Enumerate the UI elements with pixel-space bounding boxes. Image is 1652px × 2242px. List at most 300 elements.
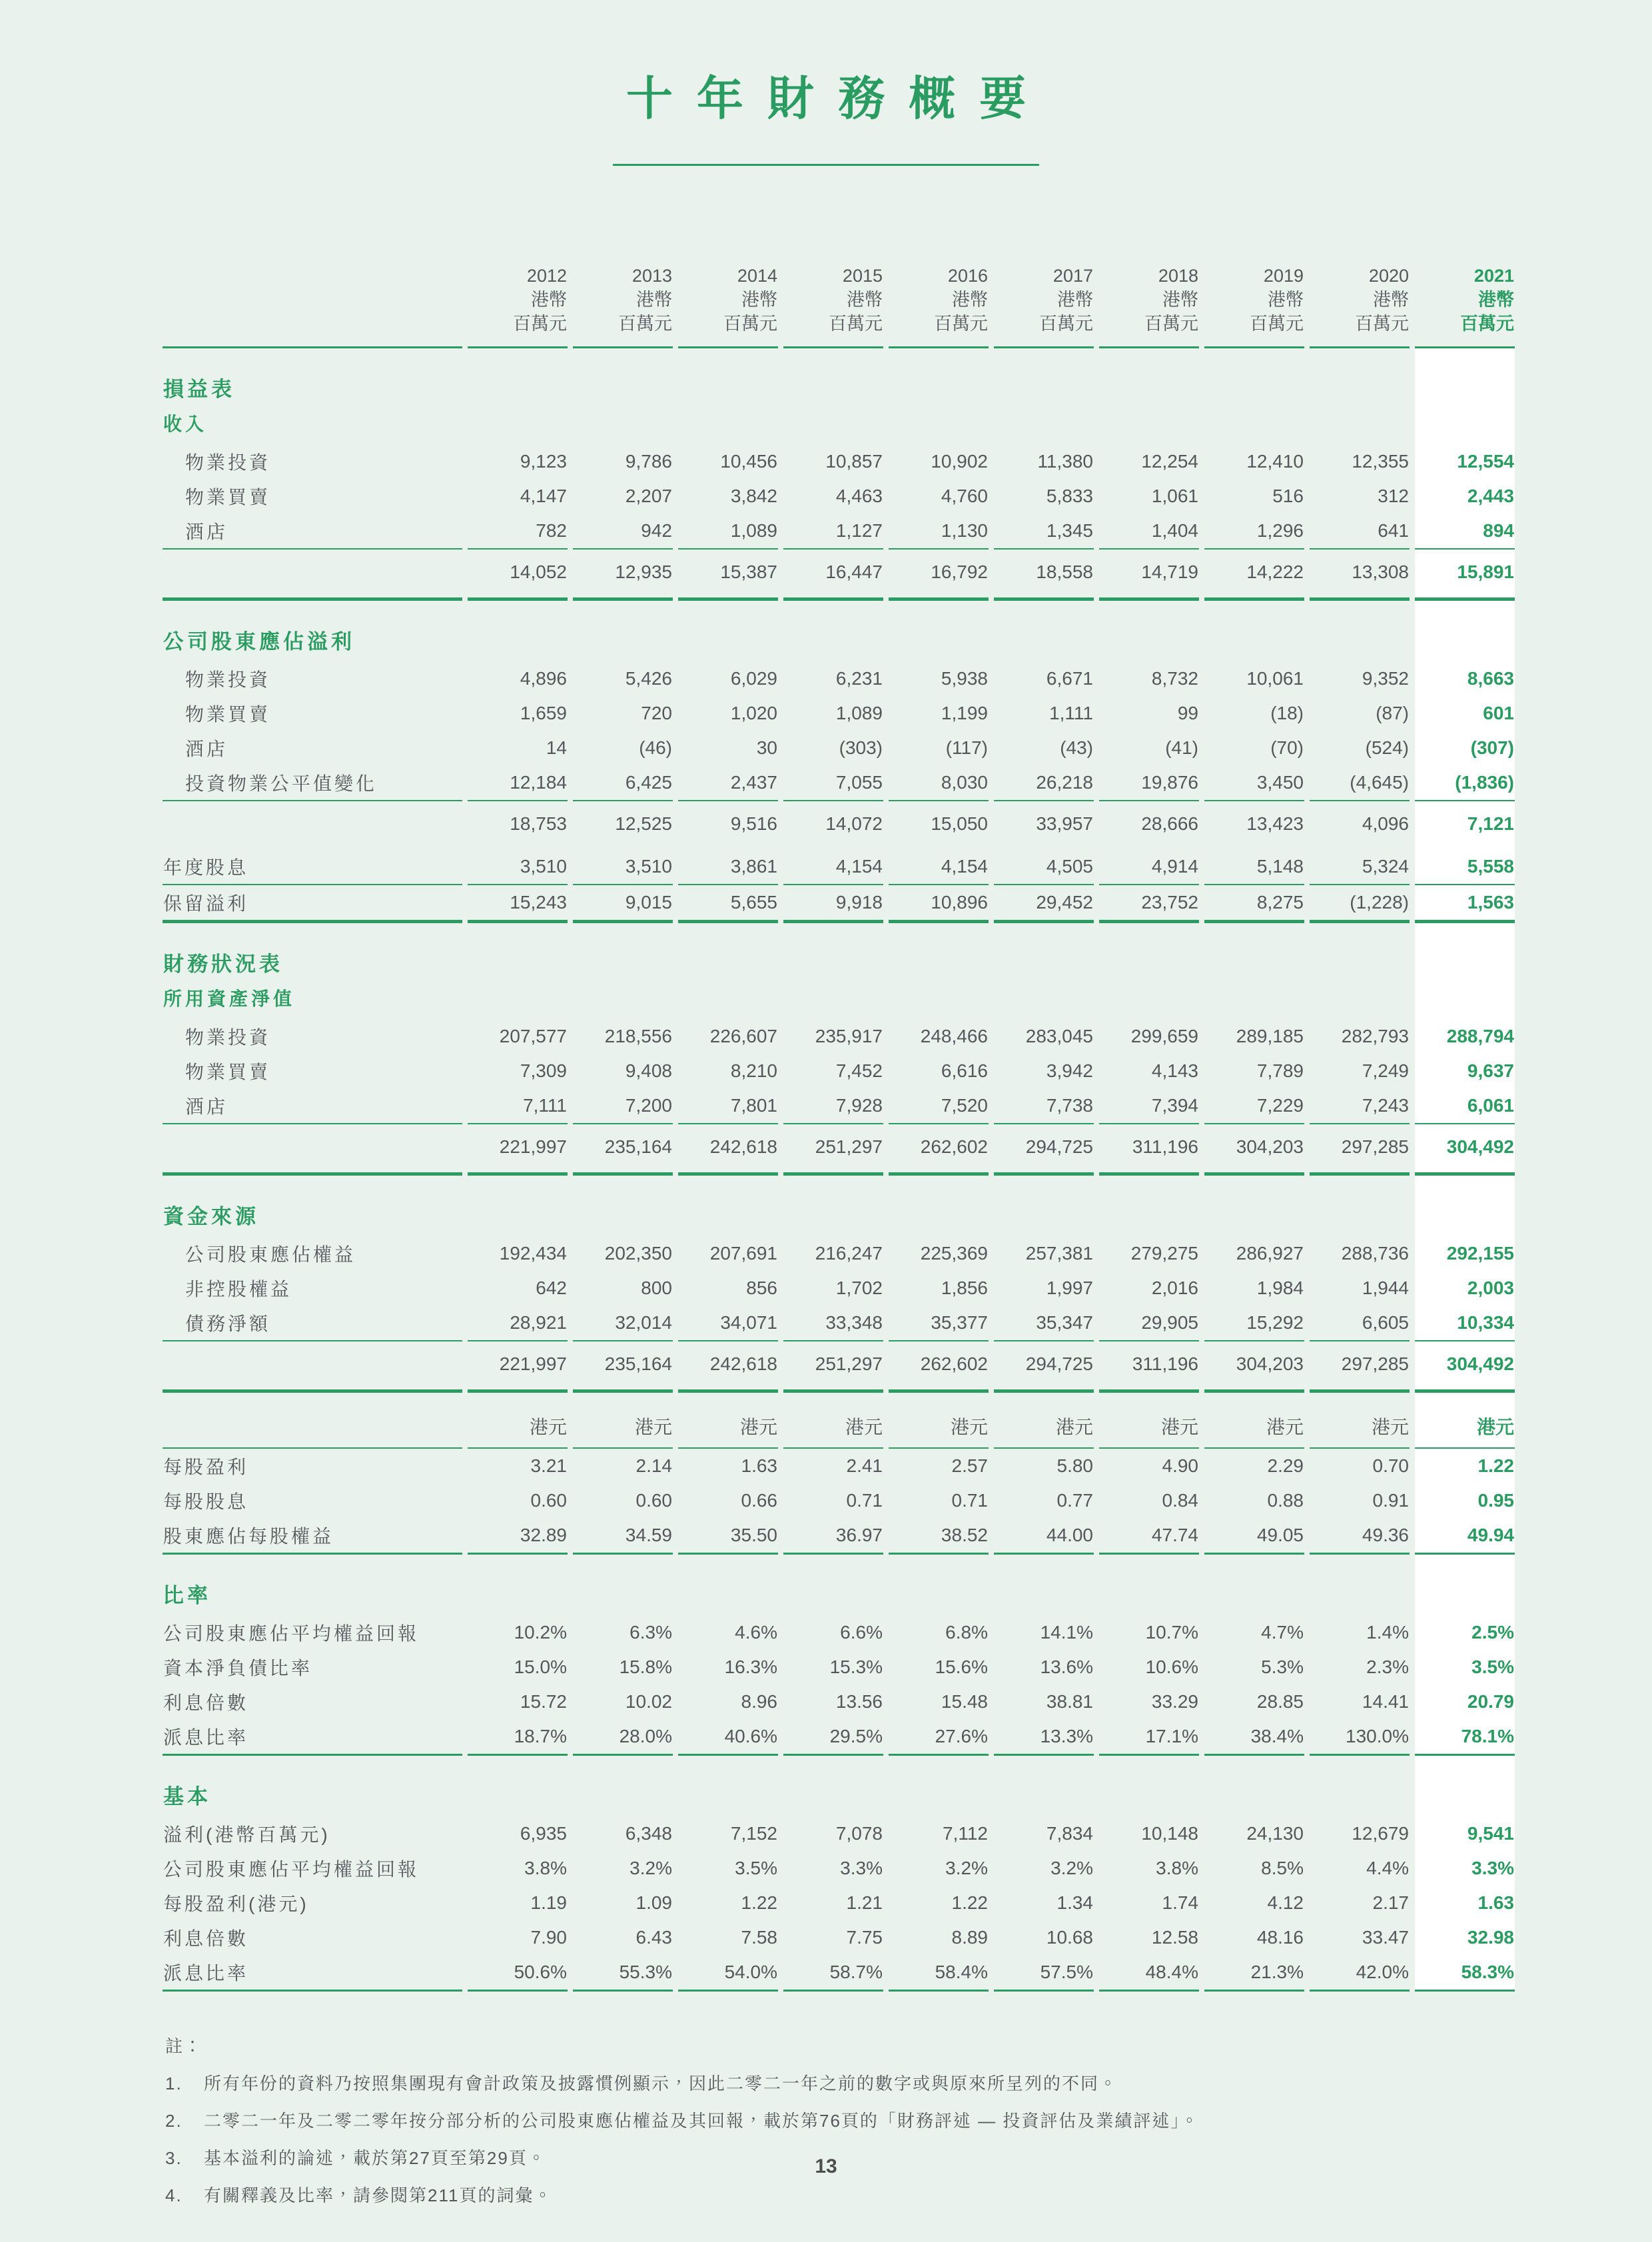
value-cell: 1.63 [741,1455,777,1476]
value-cell: 38.4% [1204,1719,1304,1756]
value-cell: 33.29 [1151,1691,1198,1712]
year-label: 2020 [1368,266,1409,286]
year-label: 2016 [947,266,988,286]
value-cell: 4,914 [1099,849,1199,885]
row-label: 物業買賣 [185,487,271,508]
table-row [163,984,1515,1019]
table-row [163,409,1515,444]
value-cell: 207,691 [709,1243,777,1264]
value-cell: 218,556 [604,1026,672,1046]
table-row [163,1615,1515,1650]
value-cell: 4.12 [1267,1892,1304,1913]
value-cell: 7.58 [741,1927,777,1948]
value-cell: 800 [641,1278,672,1298]
note-number: 2. [165,2111,183,2131]
table-row [163,1886,1515,1920]
note-number: 1. [165,2073,183,2093]
year-label: 2015 [842,266,883,286]
currency-label: 港幣 [1478,290,1514,310]
table-row [163,1518,1515,1555]
row-label: 公司股東應佔權益 [185,1244,356,1265]
value-cell: 5,655 [678,885,778,923]
value-cell: 6,605 [1310,1306,1410,1341]
table-row [163,1816,1515,1851]
row-label: 酒店 [163,514,462,550]
value-cell: 7,309 [520,1060,567,1081]
value-cell: 14,072 [825,813,883,834]
value-cell: 34.59 [573,1518,673,1555]
unit-label: 百萬元 [513,314,567,334]
year-label: 2013 [631,266,672,286]
table-row [163,1393,1515,1449]
value-cell: 9,516 [730,813,777,834]
value-cell: 12,935 [573,550,673,601]
value-cell: 3.3% [840,1858,883,1878]
value-cell: 1.74 [1162,1892,1198,1913]
value-cell: 32.89 [468,1518,568,1555]
value-cell-2021: 0.95 [1415,1483,1515,1518]
value-cell: 1.4% [1366,1622,1409,1643]
value-cell: 1,127 [783,514,883,550]
value-cell: 5,426 [625,668,672,689]
value-cell: 16,447 [783,550,883,601]
value-cell: 8,030 [889,765,989,801]
table-row [163,444,1515,479]
value-cell-2021: 15,891 [1415,550,1515,601]
value-cell: 7,112 [943,1823,988,1844]
value-cell: 9,408 [625,1060,672,1081]
value-cell: 3,861 [678,849,778,885]
note-text: 二零二一年及二零二零年按分部分析的公司股東應佔權益及其回報，載於第76頁的「財務評述 — 投資評估及業績評述」。 [204,2111,1200,2131]
value-cell-2021: 9,637 [1415,1054,1515,1088]
section-heading: 比率 [163,1584,211,1607]
value-cell-2021: 58.3% [1415,1955,1515,1992]
value-cell: 12,184 [468,765,568,801]
value-cell: (18) [1270,703,1304,723]
year-label: 2019 [1263,266,1304,286]
value-cell: 12,679 [1352,1823,1409,1844]
value-cell: 2.14 [635,1455,672,1476]
value-cell: 235,917 [815,1026,883,1046]
value-cell: 720 [641,703,672,723]
value-cell: 226,607 [709,1026,777,1046]
table-row [163,1851,1515,1886]
value-cell: 33.47 [1362,1927,1409,1948]
value-cell: 2.29 [1267,1455,1304,1476]
value-cell: 16.3% [724,1657,777,1677]
value-cell: 1,296 [1204,514,1304,550]
header-spacer [163,263,462,348]
value-cell: 6,671 [1046,668,1093,689]
value-cell: 6,935 [520,1823,567,1844]
notes-label: 註： [165,2036,203,2056]
value-cell: 242,618 [678,1341,778,1393]
value-cell: 279,275 [1130,1243,1198,1264]
value-cell: 15.3% [829,1657,883,1677]
value-cell: 58.4% [889,1955,989,1992]
table-row [163,1236,1515,1271]
value-cell: 13,423 [1246,813,1304,834]
table-row [163,1306,1515,1341]
value-cell: 4,143 [1151,1060,1198,1081]
value-cell-2021: 2.5% [1415,1615,1515,1650]
row-label: 公司股東應佔平均權益回報 [163,1859,420,1880]
value-cell: 48.4% [1099,1955,1199,1992]
value-cell: 6.3% [629,1622,672,1643]
row-label: 物業買賣 [185,1062,271,1082]
currency-label: 港幣 [531,290,567,310]
note-text: 基本溢利的論述，載於第27頁至第29頁。 [204,2148,546,2168]
year-label: 2018 [1158,266,1198,286]
table-row [163,479,1515,514]
value-cell: 12,410 [1246,451,1304,472]
value-cell: 257,381 [1025,1243,1093,1264]
value-cell: (41) [1165,737,1198,758]
value-cell: 288,736 [1341,1243,1409,1264]
value-cell: 4.4% [1366,1858,1409,1878]
value-cell-2021: 8,663 [1415,661,1515,696]
value-cell: 15,292 [1204,1306,1304,1341]
value-cell: 29,905 [1099,1306,1199,1341]
value-cell: 1.34 [1056,1892,1093,1913]
value-cell: 15,387 [678,550,778,601]
value-cell: 29,452 [994,885,1094,923]
value-cell: 7,520 [889,1088,989,1124]
value-cell: (70) [1270,737,1304,758]
value-cell: 35,347 [994,1306,1094,1341]
value-cell: 3.2% [945,1858,988,1878]
value-cell: 7,801 [678,1088,778,1124]
year-column-header [468,263,568,348]
value-cell: 10.02 [625,1691,672,1712]
sub-heading: 收入 [163,414,208,434]
highlight-band-cell [1415,984,1515,1019]
currency-label: 港幣 [741,290,777,310]
value-cell: 642 [536,1278,567,1298]
value-cell: 192,434 [499,1243,567,1264]
value-cell: 2,437 [678,765,778,801]
value-cell: 0.71 [846,1490,883,1511]
value-cell: 99 [1177,703,1198,723]
unit-label: 百萬元 [723,314,777,334]
value-cell: 7.75 [846,1927,883,1948]
value-cell: 516 [1272,486,1304,506]
note-text: 有關釋義及比率，請參閱第211頁的詞彙。 [204,2185,553,2205]
highlight-band-cell [1415,1756,1515,1816]
value-cell: 10,857 [825,451,883,472]
value-cell: 8.96 [741,1691,777,1712]
value-cell: 2.17 [1372,1892,1409,1913]
value-cell: 235,164 [573,1124,673,1176]
year-column-header [1415,263,1515,348]
table-row [163,348,1515,409]
value-cell: 5,324 [1310,849,1410,885]
value-cell: 7,738 [994,1088,1094,1124]
value-cell: 7,789 [1256,1060,1304,1081]
value-cell: 10,456 [720,451,777,472]
value-cell: 12,254 [1141,451,1198,472]
value-cell: 2.57 [951,1455,988,1476]
row-label: 物業投資 [185,669,271,690]
value-cell: 9,015 [573,885,673,923]
value-cell: 1,130 [889,514,989,550]
value-cell: 13,308 [1310,550,1410,601]
value-cell: 289,185 [1236,1026,1304,1046]
value-cell-2021: (307) [1415,731,1515,765]
value-cell: 4.6% [735,1622,777,1643]
value-cell: 54.0% [678,1955,778,1992]
hkd-unit-cell: 港元 [468,1393,568,1449]
value-cell: 15.8% [619,1657,672,1677]
year-column-header [783,263,883,348]
year-column-header [1204,263,1304,348]
value-cell: 942 [573,514,673,550]
value-cell: 7,229 [1204,1088,1304,1124]
hkd-unit-cell: 港元 [573,1393,673,1449]
year-label: 2014 [737,266,777,286]
value-cell: 15.48 [941,1691,988,1712]
value-cell: (46) [639,737,672,758]
value-cell: 9,123 [520,451,567,472]
value-cell: 10,902 [931,451,988,472]
value-cell: 15.72 [520,1691,567,1712]
value-cell: 216,247 [815,1243,883,1264]
value-cell: 18,558 [994,550,1094,601]
value-cell-2021: 292,155 [1415,1236,1515,1271]
value-cell: 294,725 [994,1341,1094,1393]
title-rule [613,164,1039,166]
value-cell-2021: 894 [1415,514,1515,550]
value-cell: 1.09 [635,1892,672,1913]
value-cell: 10.7% [1145,1622,1198,1643]
value-cell: 311,196 [1099,1124,1199,1176]
row-label: 資本淨負債比率 [163,1658,313,1679]
value-cell-2021: 288,794 [1415,1019,1515,1054]
value-cell: 9,786 [625,451,672,472]
value-cell: 15,050 [931,813,988,834]
value-cell: 10,896 [889,885,989,923]
table-row [163,731,1515,765]
value-cell: 1,199 [941,703,988,723]
value-cell: 15.0% [514,1657,567,1677]
value-cell: 3.2% [1050,1858,1093,1878]
table-row [163,765,1515,801]
highlight-band-cell [1415,1176,1515,1236]
value-cell: 1,020 [730,703,777,723]
table-row [163,1124,1515,1176]
row-label: 物業買賣 [185,704,271,725]
value-cell: 10.2% [514,1622,567,1643]
value-cell: 0.84 [1162,1490,1198,1511]
value-cell-2021: 3.5% [1415,1650,1515,1684]
value-cell: 8.89 [951,1927,988,1948]
value-cell: 11,380 [1037,451,1093,472]
value-cell: 782 [468,514,568,550]
value-cell: 0.91 [1372,1490,1409,1511]
value-cell: 14 [546,737,567,758]
value-cell-2021: 304,492 [1415,1341,1515,1393]
hkd-unit-cell: 港元 [994,1393,1094,1449]
value-cell: 0.66 [741,1490,777,1511]
value-cell-2021: 78.1% [1415,1719,1515,1756]
hkd-unit-cell: 港元 [783,1393,883,1449]
value-cell: 297,285 [1310,1124,1410,1176]
value-cell: 26,218 [994,765,1094,801]
unit-label: 百萬元 [934,314,988,334]
table-row [163,1756,1515,1816]
value-cell: 4.90 [1162,1455,1198,1476]
value-cell: 15,243 [468,885,568,923]
row-label: 利息倍數 [163,1692,249,1713]
value-cell: 242,618 [678,1124,778,1176]
value-cell: 297,285 [1310,1341,1410,1393]
value-cell: 28.0% [573,1719,673,1756]
value-cell: 2,207 [625,486,672,506]
value-cell: 14.41 [1362,1691,1409,1712]
value-cell: 57.5% [994,1955,1094,1992]
hkd-unit-cell: 港元 [889,1393,989,1449]
value-cell: 19,876 [1099,765,1199,801]
hkd-unit-cell: 港元 [1099,1393,1199,1449]
value-cell-2021: 9,541 [1415,1816,1515,1851]
value-cell: 3.21 [530,1455,567,1476]
value-cell: 3.2% [629,1858,672,1878]
value-cell: 34,071 [678,1306,778,1341]
value-cell: 7,078 [835,1823,883,1844]
value-cell: 286,927 [1236,1243,1304,1264]
value-cell: 10,061 [1246,668,1304,689]
row-label [163,550,462,601]
value-cell: 641 [1310,514,1410,550]
row-label: 投資物業公平值變化 [163,765,462,801]
value-cell: 29.5% [783,1719,883,1756]
currency-label: 港幣 [847,290,883,310]
section-heading: 損益表 [163,378,235,401]
row-label: 物業投資 [185,452,271,473]
value-cell: 48.16 [1256,1927,1304,1948]
value-cell: 311,196 [1099,1341,1199,1393]
value-cell: 21.3% [1204,1955,1304,1992]
value-cell: 9,918 [783,885,883,923]
table-row [163,885,1515,923]
value-cell: 4,096 [1362,813,1409,834]
value-cell: 5,833 [1046,486,1093,506]
year-label: 2017 [1052,266,1093,286]
value-cell: 4,896 [520,668,567,689]
row-label: 每股盈利 [163,1457,249,1477]
value-cell: 8,732 [1151,668,1198,689]
row-label: 派息比率 [163,1955,462,1992]
value-cell: 4,463 [835,486,883,506]
row-label: 酒店 [185,739,228,759]
value-cell: 2.41 [846,1455,883,1476]
value-cell-2021: 6,061 [1415,1088,1515,1124]
value-cell: 13.3% [994,1719,1094,1756]
value-cell: 10.6% [1145,1657,1198,1677]
value-cell: 299,659 [1130,1026,1198,1046]
value-cell: 221,997 [468,1124,568,1176]
value-cell: 14,719 [1099,550,1199,601]
table-row [163,1483,1515,1518]
page-title: 十年財務概要 [626,73,1050,125]
value-cell: 4,760 [941,486,988,506]
value-cell: 42.0% [1310,1955,1410,1992]
value-cell: 14,222 [1204,550,1304,601]
table-row [163,661,1515,696]
value-cell: 856 [746,1278,777,1298]
value-cell: 13.56 [835,1691,883,1712]
value-cell: 1.19 [530,1892,567,1913]
notes [165,2034,1491,2207]
unit-label: 百萬元 [1460,314,1514,334]
value-cell: 28,921 [468,1306,568,1341]
value-cell: (1,228) [1310,885,1410,923]
value-cell: 27.6% [889,1719,989,1756]
year-column-header [573,263,673,348]
row-label: 保留溢利 [163,885,462,923]
value-cell: 7,200 [573,1088,673,1124]
value-cell: 7,243 [1310,1088,1410,1124]
value-cell: 10,148 [1141,1823,1198,1844]
table-row [163,849,1515,885]
value-cell: 3.5% [735,1858,777,1878]
value-cell: 6,231 [835,668,883,689]
value-cell: 32,014 [573,1306,673,1341]
value-cell: 207,577 [499,1026,567,1046]
value-cell: 5,148 [1204,849,1304,885]
row-label: 派息比率 [163,1719,462,1756]
ten-year-summary-table [157,263,1520,1992]
value-cell: 1,111 [1049,703,1093,723]
value-cell-2021: 3.3% [1415,1851,1515,1886]
value-cell: 304,203 [1204,1341,1304,1393]
table-row [163,1920,1515,1955]
value-cell: 7,834 [1046,1823,1093,1844]
notes-list [165,2071,1491,2207]
value-cell: 2.3% [1366,1657,1409,1677]
note-item [165,2183,1491,2207]
value-cell: 16,792 [889,550,989,601]
value-cell: 3.8% [524,1858,567,1878]
row-label: 股東應佔每股權益 [163,1518,462,1555]
row-label: 物業投資 [185,1027,271,1048]
year-label: 2012 [526,266,567,286]
value-cell: 10.68 [1046,1927,1093,1948]
table-header [163,263,1515,348]
value-cell-2021: 2,443 [1415,479,1515,514]
value-cell: 15.6% [935,1657,988,1677]
table-row [163,696,1515,731]
value-cell: 282,793 [1341,1026,1409,1046]
value-cell-2021: 601 [1415,696,1515,731]
value-cell: 7,111 [468,1088,568,1124]
highlight-band-cell [1415,409,1515,444]
value-cell: 1,061 [1151,486,1198,506]
value-cell: 8.5% [1261,1858,1304,1878]
unit-label: 百萬元 [1250,314,1304,334]
value-cell: 44.00 [994,1518,1094,1555]
value-cell: 3,942 [1046,1060,1093,1081]
row-label: 每股股息 [163,1491,249,1512]
value-cell: 225,369 [920,1243,988,1264]
table-row [163,1955,1515,1992]
value-cell: 7,928 [783,1088,883,1124]
value-cell: 2,016 [1151,1278,1198,1298]
section-heading: 公司股東應佔溢利 [163,630,355,653]
value-cell: 6,029 [730,668,777,689]
value-cell: 7,152 [730,1823,777,1844]
value-cell: 14.1% [1040,1622,1093,1643]
